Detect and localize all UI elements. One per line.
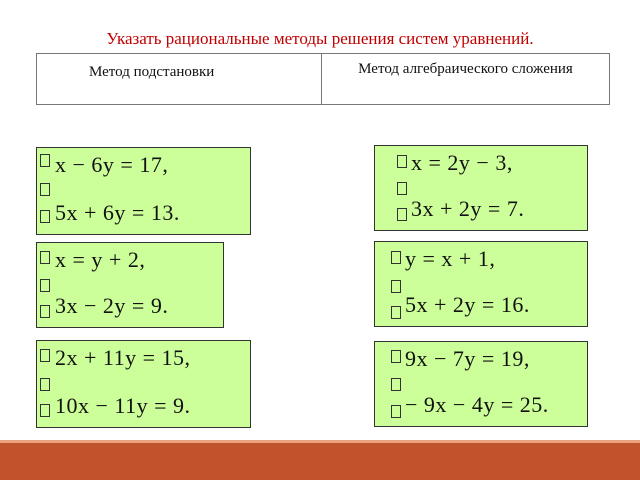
equation-system-1 — [36, 147, 251, 235]
brace-bottom-icon — [391, 306, 401, 319]
equation-2: − 9x − 4y = 25. — [405, 392, 549, 417]
equation-2: 10x − 11y = 9. — [55, 393, 191, 418]
brace-middle-icon — [397, 182, 407, 195]
equation-system-4 — [374, 145, 588, 231]
brace-bottom-icon — [40, 210, 50, 223]
brace-middle-icon — [40, 378, 50, 391]
equation-1: x − 6y = 17, — [55, 152, 169, 177]
brace-middle-icon — [40, 183, 50, 196]
equation-1: 9x − 7y = 19, — [405, 346, 530, 371]
brace-top-icon — [40, 251, 50, 264]
footer-bar — [0, 440, 640, 480]
method-addition-cell: Метод алгебраического сложения — [358, 61, 573, 77]
brace-top-icon — [397, 155, 407, 168]
equation-1: x = 2y − 3, — [411, 150, 513, 175]
equation-2: 3x + 2y = 7. — [411, 196, 525, 221]
brace-top-icon — [40, 349, 50, 362]
slide-title: Указать рациональные методы решения систем уравнений. — [106, 29, 534, 48]
brace-middle-icon — [40, 279, 50, 292]
equation-system-5 — [374, 241, 588, 327]
equation-system-3 — [36, 340, 251, 428]
method-substitution-cell: Метод подстановки — [37, 54, 322, 104]
equation-1: x = y + 2, — [55, 247, 146, 272]
brace-bottom-icon — [40, 404, 50, 417]
equation-system-2 — [36, 242, 224, 328]
equation-2: 3x − 2y = 9. — [55, 293, 169, 318]
brace-top-icon — [40, 154, 50, 167]
methods-table — [36, 53, 610, 105]
equation-1: y = x + 1, — [405, 246, 496, 271]
equation-system-6 — [374, 341, 588, 427]
equation-1: 2x + 11y = 15, — [55, 345, 191, 370]
brace-bottom-icon — [391, 405, 401, 418]
brace-middle-icon — [391, 280, 401, 293]
brace-top-icon — [391, 350, 401, 363]
brace-middle-icon — [391, 378, 401, 391]
equation-2: 5x + 2y = 16. — [405, 292, 530, 317]
brace-bottom-icon — [397, 208, 407, 221]
brace-bottom-icon — [40, 305, 50, 318]
equation-2: 5x + 6y = 13. — [55, 200, 180, 225]
brace-top-icon — [391, 251, 401, 264]
